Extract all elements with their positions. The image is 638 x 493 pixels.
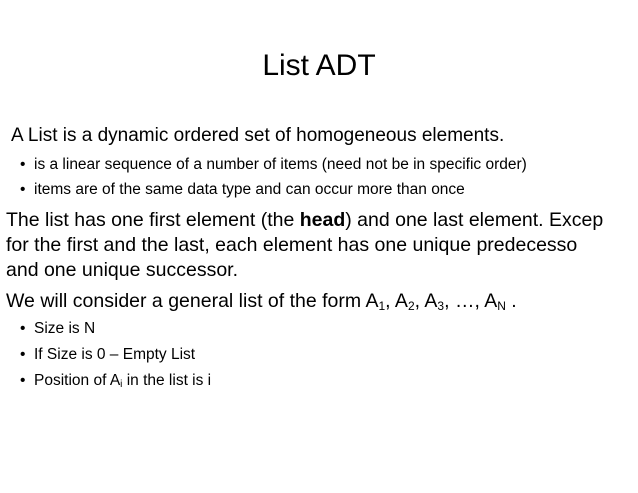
bullet-text: in the list is i <box>122 372 212 389</box>
para-text: , A <box>385 290 408 312</box>
bullet-dot: • <box>20 372 26 389</box>
para-head-line-3: and one unique successor. <box>6 259 239 281</box>
bullet-item-position <box>20 371 211 391</box>
para-general-list <box>6 289 637 314</box>
bullet-dot: • <box>20 346 26 363</box>
slide-title: List ADT <box>262 49 376 82</box>
para-text: . <box>505 290 517 312</box>
bullet-text: items are of the same data type and can occur more than once <box>34 181 465 198</box>
para-text: , …, A <box>444 290 498 312</box>
para-head-line-1 <box>6 208 637 233</box>
bullet-text: Position of A <box>34 372 121 389</box>
bullet-item-empty <box>20 345 195 365</box>
para-head-line-2: for the first and the last, each element has one unique predecesso <box>6 234 578 256</box>
bullet-item-same-type <box>20 180 465 200</box>
bullet-item-linear-sequence <box>20 155 527 175</box>
para-text: ) and one last element. Excep <box>345 209 604 231</box>
subscript: 3 <box>437 299 445 313</box>
para-text: , A <box>414 290 438 312</box>
bullet-text: Size is N <box>34 320 96 337</box>
bullet-text: If Size is 0 – Empty List <box>34 346 196 363</box>
para-text: The list has one first element (the <box>6 209 300 231</box>
subscript: N <box>497 299 506 313</box>
para-text: We will consider a general list of the form A <box>6 290 379 312</box>
bullet-dot: • <box>20 156 26 173</box>
bullet-item-size <box>20 319 95 339</box>
bullet-dot: • <box>20 181 26 198</box>
head-keyword: head <box>299 209 346 231</box>
intro-text: A List is a dynamic ordered set of homogeneous elements. <box>11 125 505 146</box>
subscript: 1 <box>378 299 386 313</box>
bullet-dot: • <box>20 320 26 337</box>
subscript: 2 <box>407 299 415 313</box>
bullet-text: is a linear sequence of a number of items (need not be in specific order) <box>34 156 527 173</box>
subscript: i <box>120 379 123 390</box>
